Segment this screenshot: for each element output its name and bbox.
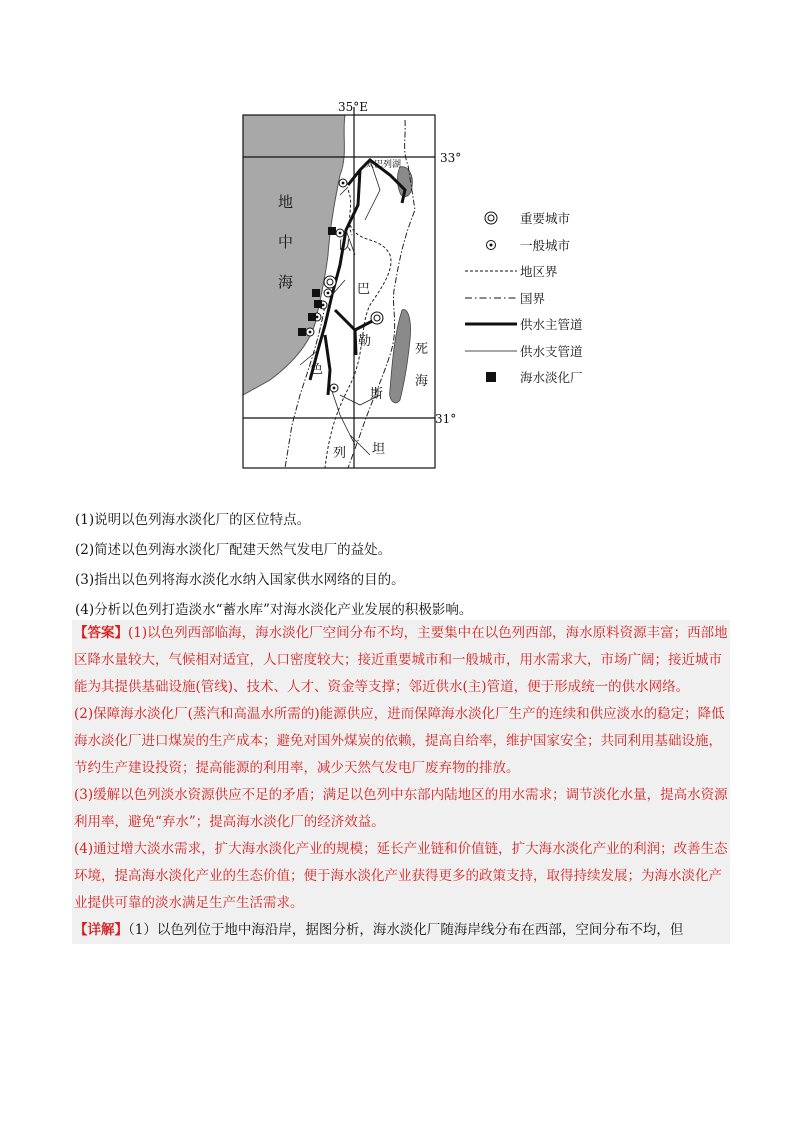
legend-item: [462, 205, 642, 232]
major-city-icon: [371, 312, 383, 324]
region-boundary-icon: [465, 268, 517, 274]
national-border-icon: [465, 295, 517, 301]
legend-item: [462, 338, 642, 365]
major-city-icon: [324, 276, 336, 288]
detail-part: [72, 917, 730, 944]
branch-pipeline-icon: [465, 348, 517, 354]
desalination-plant-icon: [298, 328, 306, 336]
legend-item: [462, 364, 642, 391]
city-icon: [483, 237, 499, 253]
question-item: (1)说明以色列海水淡化厂的区位特点。: [75, 512, 311, 528]
sea-char: 中: [278, 233, 294, 251]
legend-label: 海水淡化厂: [520, 370, 583, 386]
detail-text: （1）以色列位于地中海沿岸，据图分析，海水淡化厂随海岸线分布在西部，空间分布不均，但: [128, 922, 684, 938]
map-legend: [462, 205, 642, 391]
answer-part: [72, 620, 730, 701]
country-char: 列: [333, 446, 347, 461]
legend-item: [462, 258, 642, 285]
answer-tag: 【答案】: [74, 625, 128, 641]
legend-label: 一般城市: [520, 237, 571, 253]
country-char: 以: [338, 239, 352, 254]
legend-item: [462, 232, 642, 259]
legend-label: 供水支管道: [520, 343, 583, 359]
question-item: (2)简述以色列海水淡化厂配建天然气发电厂的益处。: [75, 542, 392, 558]
country-char: 斯: [370, 387, 384, 402]
major-city-icon: [483, 210, 499, 226]
legend-label: 国界: [520, 290, 546, 306]
country-char: 巴: [357, 282, 371, 297]
main-pipeline-icon: [465, 321, 517, 327]
legend-label: 重要城市: [520, 211, 571, 227]
longitude-label: 35°E: [338, 100, 369, 114]
answer-part: (2)保障海水淡化厂(蒸汽和高温水所需的)能源供应，进而保障海水淡化厂生产的连续和供应淡水的稳定；降低海水淡化厂进口煤炭的生产成本；避免对国外煤炭的依赖，提高自给率，维护国家安全；共同利用基础设施，节约生产建设投资；提高能源的利用率，减少天然气发电厂废弃物的排放。: [74, 706, 725, 776]
lake-label: 太巴列湖: [365, 160, 402, 170]
sea-char: 海: [278, 273, 294, 291]
sea-char: 地: [278, 193, 294, 211]
desalination-plant-icon: [312, 289, 320, 297]
desalination-plant-icon: [314, 300, 322, 308]
answer-part: (4)通过增大淡水需求，扩大海水淡化产业的规模；延长产业链和价值链，扩大海水淡化产业的利润；改善生态环境，提高海水淡化产业的生态价值；便于海水淡化产业获得更多的政策支持，取得持续发展；为海水淡化产业提供可靠的淡水满足生产生活需求。: [74, 841, 728, 911]
country-char: 勒: [358, 334, 372, 349]
legend-item: [462, 311, 642, 338]
desalination-plant-icon: [485, 371, 497, 383]
question-list: [75, 505, 735, 625]
country-char: 坦: [372, 442, 386, 457]
deadsea-char: 死: [415, 342, 429, 357]
dead-sea: [390, 310, 411, 403]
question-item: (4)分析以色列打造淡水“蓄水库”对海水淡化产业发展的积极影响。: [75, 602, 473, 618]
desalination-plant-icon: [328, 227, 336, 235]
question-item: (3)指出以色列将海水淡化水纳入国家供水网络的目的。: [75, 572, 405, 588]
answer-text: (1)以色列西部临海，海水淡化厂空间分布不均，主要集中在以色列西部，海水原料资源丰富；西部地区降水量较大，气候相对适宜，人口密度较大；接近重要城市和一般城市，用水需求大，市场广阔；接近城市能为其提供基础设施(管线)、技术、人才、资金等支撑；邻近供水(主)管道，便于形成统一的供水网络。: [74, 625, 728, 695]
legend-label: 地区界: [520, 264, 558, 280]
lat-33-label: 33°: [440, 151, 462, 165]
lat-31-label: 31°: [435, 412, 457, 426]
answer-part: (3)缓解以色列淡水资源供应不足的矛盾；满足以色列中东部内陆地区的用水需求；调节淡化水量，提高水资源利用率，避免“弃水”；提高海水淡化厂的经济效益。: [74, 787, 728, 830]
desalination-plant-icon: [308, 313, 316, 321]
legend-label: 供水主管道: [520, 317, 583, 333]
answer-block: [72, 620, 730, 944]
country-char: 色: [310, 362, 324, 377]
detail-tag: 【详解】: [74, 922, 128, 938]
deadsea-char: 海: [415, 374, 429, 389]
region-boundary-2: [348, 190, 352, 235]
legend-item: [462, 285, 642, 312]
